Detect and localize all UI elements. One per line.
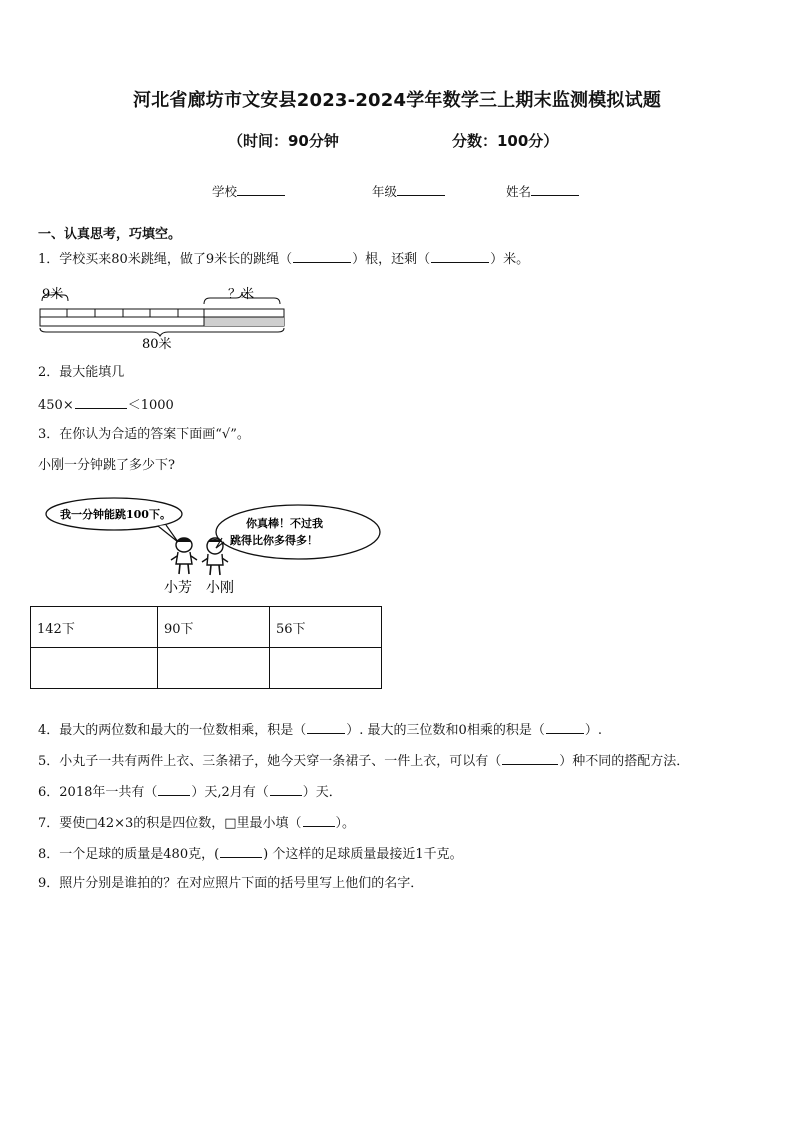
question-1: 1．学校买来80米跳绳，做了9米长的跳绳（ ）根，还剩（ ）米。 bbox=[38, 249, 529, 269]
boy-name: 小刚 bbox=[206, 580, 234, 596]
name-blank[interactable] bbox=[531, 183, 579, 196]
bubble-1-text: 我一分钟能跳100下。 bbox=[60, 508, 171, 521]
answer-blank[interactable] bbox=[502, 751, 558, 765]
question-4: 4．最大的两位数和最大的一位数相乘，积是（ ）. 最大的三位数和0相乘的积是（ ）. bbox=[38, 720, 602, 740]
bubble-2-line1: 你真棒！不过我 bbox=[246, 517, 323, 530]
rope-diagram bbox=[34, 282, 290, 352]
exam-score: 分数：100分） bbox=[452, 132, 559, 150]
speech-bubble-2 bbox=[216, 505, 380, 559]
exam-time: （时间：90分钟 bbox=[228, 132, 339, 150]
answer-blank[interactable] bbox=[431, 249, 489, 263]
question-8: 8．一个足球的质量是480克，( ) 个这样的足球质量最接近1千克。 bbox=[38, 844, 463, 864]
page-title: 河北省廊坊市文安县2023-2024学年数学三上期末监测模拟试题 bbox=[132, 90, 662, 111]
bubble-2-line2: 跳得比你多得多！ bbox=[230, 534, 318, 547]
answer-blank[interactable] bbox=[307, 720, 345, 734]
question-7: 7．要使□42×3的积是四位数，□里最小填（ ）。 bbox=[38, 813, 355, 833]
table-row bbox=[31, 607, 382, 648]
answer-blank[interactable] bbox=[546, 720, 584, 734]
girl-figure bbox=[171, 538, 197, 574]
name-label: 姓名 bbox=[506, 184, 532, 199]
answer-cell[interactable] bbox=[270, 648, 382, 689]
name-field bbox=[506, 182, 579, 200]
label-unknown: ？米 bbox=[228, 287, 255, 302]
girl-name: 小芳 bbox=[164, 580, 192, 596]
question-9: 9．照片分别是谁拍的？在对应照片下面的括号里写上他们的名字． bbox=[38, 876, 424, 891]
question-2-expression: 450× ＜1000 bbox=[38, 395, 174, 415]
table-row bbox=[31, 648, 382, 689]
section-heading: 一、认真思考，巧填空。 bbox=[38, 227, 182, 242]
school-blank[interactable] bbox=[237, 183, 285, 196]
answer-blank[interactable] bbox=[75, 395, 127, 409]
answer-blank[interactable] bbox=[293, 249, 351, 263]
brace-80m bbox=[40, 328, 284, 336]
answer-blank[interactable] bbox=[220, 844, 262, 858]
question-3-sub: 小刚一分钟跳了多少下? bbox=[38, 458, 175, 473]
rope-remainder bbox=[204, 317, 284, 326]
label-80m: 80米 bbox=[142, 337, 172, 352]
grade-label: 年级 bbox=[372, 184, 398, 199]
table-header-cell: 142下 bbox=[31, 607, 158, 648]
cartoon-figure bbox=[40, 492, 390, 600]
question-3: 3．在你认为合适的答案下面画“√”。 bbox=[38, 427, 250, 442]
answer-blank[interactable] bbox=[303, 813, 335, 827]
grade-blank[interactable] bbox=[397, 183, 445, 196]
question-5: 5．小丸子一共有两件上衣、三条裙子，她今天穿一条裙子、一件上衣，可以有（ ）种不同的搭配方法． bbox=[38, 751, 689, 771]
table-header-cell: 56下 bbox=[270, 607, 382, 648]
school-field bbox=[212, 182, 285, 200]
answer-cell[interactable] bbox=[158, 648, 270, 689]
question-2: 2．最大能填几 bbox=[38, 365, 125, 380]
question-6: 6．2018年一共有（ ）天,2月有（ ）天． bbox=[38, 782, 342, 802]
answer-blank[interactable] bbox=[158, 782, 190, 796]
answer-table bbox=[30, 606, 382, 689]
grade-field bbox=[372, 182, 445, 200]
answer-cell[interactable] bbox=[31, 648, 158, 689]
table-header-cell: 90下 bbox=[158, 607, 270, 648]
label-9m: 9米 bbox=[42, 287, 64, 302]
school-label: 学校 bbox=[212, 184, 238, 199]
answer-blank[interactable] bbox=[270, 782, 302, 796]
